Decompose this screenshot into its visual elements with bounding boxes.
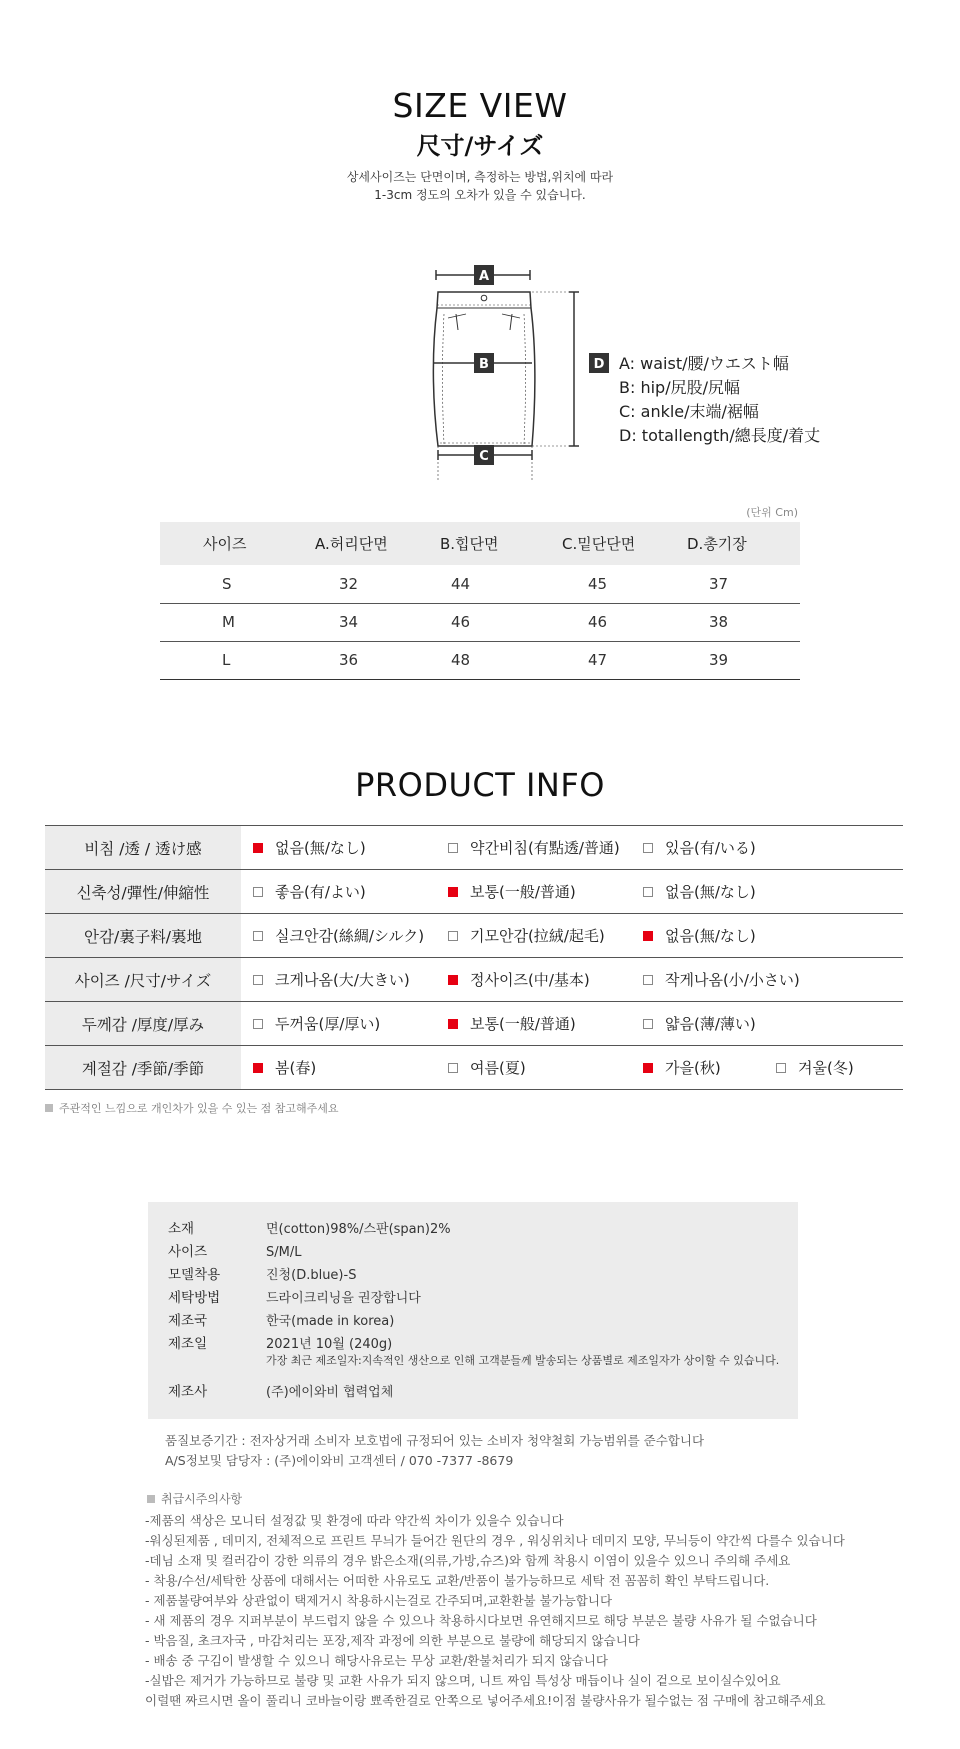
material-value: 한국(made in korea) bbox=[266, 1314, 395, 1329]
legend-total-length: D: totallength/總長度/着丈 bbox=[619, 426, 821, 445]
size-view-title: SIZE VIEW bbox=[392, 86, 568, 125]
option-item bbox=[253, 837, 366, 858]
table-cell: 48 bbox=[420, 641, 537, 679]
material-key: 모델착용 bbox=[168, 1267, 221, 1283]
option-label: 없음(無/なし) bbox=[665, 883, 756, 901]
marker-a bbox=[474, 265, 494, 285]
care-line: - 착용/수선/세탁한 상품에 대해서는 어떠한 사유로도 교환/반품이 불가능하므로 세탁 전 꼼꼼히 확인 부탁드립니다. bbox=[145, 1573, 770, 1588]
material-value: 2021년 10월 (240g) bbox=[266, 1337, 393, 1352]
checkbox-icon bbox=[448, 843, 458, 853]
size-view-subtitle: 尺寸/サイズ bbox=[416, 132, 544, 160]
header-hip: B.힙단면 bbox=[420, 522, 537, 565]
care-title-text: 취급시주의사항 bbox=[161, 1492, 243, 1506]
bullet-square-icon bbox=[147, 1495, 155, 1503]
table-row bbox=[160, 565, 800, 603]
row-label: 사이즈 /尺寸/サイズ bbox=[45, 958, 241, 1002]
option-item bbox=[643, 969, 800, 990]
option-label: 정사이즈(中/基本) bbox=[470, 971, 590, 989]
option-label: 기모안감(拉絨/起毛) bbox=[470, 927, 605, 945]
material-value: 진청(D.blue)-S bbox=[266, 1268, 357, 1283]
table-cell: 46 bbox=[420, 603, 537, 641]
bullet-square-icon bbox=[45, 1104, 53, 1112]
svg-text:A: A bbox=[478, 269, 490, 284]
option-item bbox=[643, 1057, 721, 1078]
care-line: -제품의 색상은 모니터 설정값 및 환경에 따라 약간씩 차이가 있을수 있습니다 bbox=[145, 1513, 564, 1528]
option-label: 작게나옴(小/小さい) bbox=[665, 971, 800, 989]
waist-button bbox=[481, 295, 487, 301]
checkbox-icon bbox=[448, 931, 458, 941]
product-info-note bbox=[45, 1100, 339, 1116]
checkbox-icon bbox=[253, 975, 263, 985]
option-label: 실크안감(絲綢/シルク) bbox=[275, 927, 425, 945]
option-item bbox=[643, 881, 756, 902]
marker-c bbox=[474, 445, 494, 465]
material-key: 소재 bbox=[168, 1221, 195, 1237]
option-item bbox=[448, 1013, 576, 1034]
material-row bbox=[168, 1217, 451, 1237]
option-item bbox=[448, 1057, 526, 1078]
option-item bbox=[643, 1013, 756, 1034]
checkbox-icon bbox=[776, 1063, 786, 1073]
option-item bbox=[776, 1057, 854, 1078]
row-label: 두께감 /厚度/厚み bbox=[45, 1002, 241, 1046]
option-label: 있음(有/いる) bbox=[665, 839, 756, 857]
info-row-size-fit bbox=[45, 958, 903, 1002]
material-key: 제조국 bbox=[168, 1313, 208, 1329]
svg-text:D: D bbox=[593, 357, 605, 372]
care-title bbox=[147, 1490, 242, 1507]
option-label: 보통(一般/普通) bbox=[470, 883, 576, 901]
row-label: 안감/裏子料/裏地 bbox=[45, 914, 241, 958]
header-waist: A.허리단면 bbox=[293, 522, 420, 565]
product-info-table bbox=[45, 825, 903, 1090]
checkbox-icon bbox=[448, 1063, 458, 1073]
info-row-season bbox=[45, 1046, 903, 1090]
care-line: - 새 제품의 경우 지퍼부분이 부드럽지 않을 수 있으나 착용하시다보면 유연해지므로 해당 부분은 불량 사유가 될 수없습니다 bbox=[145, 1613, 817, 1628]
material-info-box bbox=[148, 1202, 798, 1419]
header-ankle: C.밑단단면 bbox=[537, 522, 670, 565]
warranty-line-1: 품질보증기간 : 전자상거래 소비자 보호법에 규정되어 있는 소비자 청약철회 가능범위를 준수합니다 bbox=[165, 1433, 705, 1448]
svg-text:C: C bbox=[479, 449, 489, 464]
option-label: 여름(夏) bbox=[470, 1059, 526, 1077]
legend-ankle: C: ankle/末端/裾幅 bbox=[619, 402, 759, 421]
size-table-header bbox=[160, 522, 800, 565]
care-line: 이럴땐 짜르시면 올이 풀리니 코바늘이랑 뾰족한걸로 안쪽으로 넣어주세요!이점 불량사유가 될수없는 점 구매에 참고해주세요 bbox=[145, 1693, 826, 1708]
description-line-1: 상세사이즈는 단면이며, 측정하는 방법,위치에 따라 bbox=[346, 170, 614, 184]
checkbox-icon bbox=[253, 1019, 263, 1029]
option-item bbox=[643, 837, 756, 858]
care-instructions bbox=[145, 1511, 845, 1711]
checkbox-icon bbox=[643, 843, 653, 853]
table-cell: 47 bbox=[537, 641, 670, 679]
care-line: -실밥은 제거가 가능하므로 불량 및 교환 사유가 되지 않으며, 니트 짜임 특성상 매듭이나 실이 겉으로 보이실수있어요 bbox=[145, 1673, 781, 1688]
option-label: 가을(秋) bbox=[665, 1059, 721, 1077]
legend-hip: B: hip/尻股/尻幅 bbox=[619, 378, 740, 397]
table-cell: 36 bbox=[293, 641, 420, 679]
material-row bbox=[168, 1380, 393, 1400]
marker-d bbox=[589, 353, 609, 373]
table-cell: 46 bbox=[537, 603, 670, 641]
option-item bbox=[253, 1013, 380, 1034]
info-row-transparency bbox=[45, 826, 903, 870]
material-row bbox=[168, 1309, 394, 1329]
size-view-description bbox=[0, 168, 960, 204]
checkbox-checked-icon bbox=[448, 1019, 458, 1029]
row-label: 신축성/彈性/伸縮性 bbox=[45, 870, 241, 914]
material-value: 면(cotton)98%/스판(span)2% bbox=[266, 1222, 451, 1237]
table-cell: 44 bbox=[420, 565, 537, 603]
unit-label: (단위 Cm) bbox=[746, 506, 798, 519]
option-label: 두꺼움(厚/厚い) bbox=[275, 1015, 381, 1033]
material-value: 드라이크리닝을 권장합니다 bbox=[266, 1291, 421, 1306]
option-label: 봄(春) bbox=[275, 1059, 317, 1077]
care-line: -워싱된제품 , 데미지, 전체적으로 프린트 무늬가 들어간 원단의 경우 , 워싱위치나 데미지 모양, 무늬등이 약간씩 다를수 있습니다 bbox=[145, 1533, 845, 1548]
checkbox-icon bbox=[253, 931, 263, 941]
option-label: 약간비침(有點透/普通) bbox=[470, 839, 620, 857]
checkbox-checked-icon bbox=[643, 1063, 653, 1073]
option-item bbox=[448, 881, 576, 902]
care-line: - 배송 중 구김이 발생할 수 있으니 해당사유로는 무상 교환/환불처리가 되지 않습니다 bbox=[145, 1653, 608, 1668]
row-label: 비침 /透 / 透け感 bbox=[45, 826, 241, 870]
table-row bbox=[160, 603, 800, 641]
info-row-thickness bbox=[45, 1002, 903, 1046]
table-cell: L bbox=[160, 641, 293, 679]
care-line: -데님 소재 및 컬러감이 강한 의류의 경우 밝은소재(의류,가방,슈즈)와 함께 착용시 이염이 있을수 있으니 주의해 주세요 bbox=[145, 1553, 791, 1568]
header-size: 사이즈 bbox=[160, 522, 293, 565]
material-key: 제조사 bbox=[168, 1384, 208, 1400]
checkbox-icon bbox=[643, 1019, 653, 1029]
product-info-title: PRODUCT INFO bbox=[355, 766, 605, 804]
option-item bbox=[253, 925, 424, 946]
option-label: 보통(一般/普通) bbox=[470, 1015, 576, 1033]
care-line: - 박음질, 초크자국 , 마감처리는 포장,제작 과정에 의한 부분으로 불량에 해당되지 않습니다 bbox=[145, 1633, 640, 1648]
table-cell: 37 bbox=[670, 565, 800, 603]
material-key: 제조일 bbox=[168, 1336, 208, 1352]
option-item bbox=[448, 925, 605, 946]
info-row-elasticity bbox=[45, 870, 903, 914]
care-line: - 제품불량여부와 상관없이 택제거시 착용하시는걸로 간주되며,교환환불 불가능합니다 bbox=[145, 1593, 613, 1608]
header-length: D.총기장 bbox=[670, 522, 800, 565]
legend-waist: A: waist/腰/ウエスト幅 bbox=[619, 354, 789, 373]
skirt-diagram bbox=[428, 258, 618, 480]
table-cell: S bbox=[160, 565, 293, 603]
option-label: 얇음(薄/薄い) bbox=[665, 1015, 756, 1033]
material-key: 사이즈 bbox=[168, 1244, 208, 1260]
description-line-2: 1-3cm 정도의 오차가 있을 수 있습니다. bbox=[374, 188, 586, 202]
marker-b bbox=[474, 353, 494, 373]
material-value: S/M/L bbox=[266, 1245, 302, 1260]
table-cell: 38 bbox=[670, 603, 800, 641]
material-row bbox=[168, 1332, 392, 1352]
option-item bbox=[643, 925, 756, 946]
option-item bbox=[253, 969, 410, 990]
option-item bbox=[448, 969, 590, 990]
table-cell: 34 bbox=[293, 603, 420, 641]
table-cell: 39 bbox=[670, 641, 800, 679]
checkbox-checked-icon bbox=[448, 887, 458, 897]
material-key: 세탁방법 bbox=[168, 1290, 221, 1306]
info-row-lining bbox=[45, 914, 903, 958]
checkbox-checked-icon bbox=[253, 1063, 263, 1073]
option-item bbox=[253, 1057, 316, 1078]
table-cell: M bbox=[160, 603, 293, 641]
measurement-legend bbox=[619, 352, 820, 448]
table-cell: 45 bbox=[537, 565, 670, 603]
material-value: (주)에이와비 협력업체 bbox=[266, 1385, 394, 1400]
option-label: 없음(無/なし) bbox=[665, 927, 756, 945]
checkbox-checked-icon bbox=[253, 843, 263, 853]
option-label: 없음(無/なし) bbox=[275, 839, 366, 857]
material-row bbox=[168, 1263, 356, 1283]
option-label: 겨울(冬) bbox=[798, 1059, 854, 1077]
table-row bbox=[160, 641, 800, 679]
svg-text:B: B bbox=[479, 357, 489, 372]
manufacture-date-note: 가장 최근 제조일자:지속적인 생산으로 인해 고객분들께 발송되는 상품별로 제조일자가 상이할 수 있습니다. bbox=[266, 1354, 780, 1367]
checkbox-icon bbox=[253, 887, 263, 897]
material-row bbox=[168, 1286, 421, 1306]
option-label: 크게나옴(大/大きい) bbox=[275, 971, 410, 989]
material-row bbox=[168, 1240, 301, 1260]
size-table bbox=[160, 522, 800, 680]
table-cell: 32 bbox=[293, 565, 420, 603]
option-item bbox=[448, 837, 620, 858]
row-label: 계절감 /季節/季節 bbox=[45, 1046, 241, 1090]
option-item bbox=[253, 881, 366, 902]
warranty-info bbox=[165, 1431, 704, 1471]
checkbox-checked-icon bbox=[448, 975, 458, 985]
warranty-line-2: A/S정보및 담당자 : (주)에이와비 고객센터 / 070 -7377 -8679 bbox=[165, 1453, 514, 1468]
note-text: 주관적인 느낌으로 개인차가 있을 수 있는 점 참고해주세요 bbox=[59, 1102, 339, 1115]
checkbox-icon bbox=[643, 887, 653, 897]
option-label: 좋음(有/よい) bbox=[275, 883, 366, 901]
checkbox-icon bbox=[643, 975, 653, 985]
checkbox-checked-icon bbox=[643, 931, 653, 941]
